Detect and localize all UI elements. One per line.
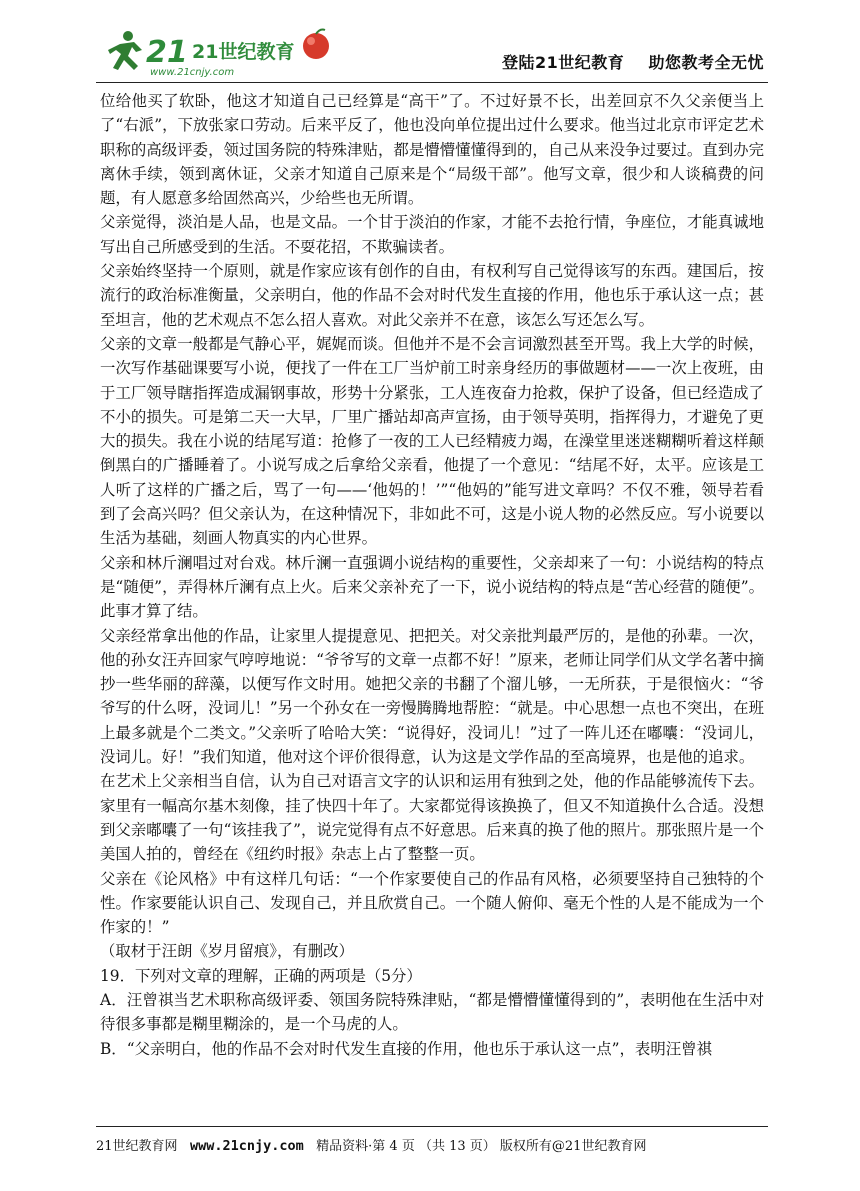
- paragraph: 父亲在《论风格》中有这样几句话：“一个作家要使自己的作品有风格，必须要坚持自己独特的个性。作家要能认识自己、发现自己，并且欣赏自己。一个随人俯仰、毫无个性的人是不能成为一个作家的！”: [100, 869, 764, 937]
- page-footer: [96, 1126, 768, 1154]
- paragraph: 位给他买了软卧，他这才知道自己已经算是“高干”了。不过好景不长，出差回京不久父亲便当上了“右派”，下放张家口劳动。后来平反了，他也没向单位提出过什么要求。他当过北京市评定艺术职称的高级评委，领过国务院的特殊津贴，都是懵懵懂懂得到的，自己从来没争过要过。直到办完离休手续，领到离休证，父亲才知道自己原来是个“局级干部”。他写文章，很少和人谈稿费的问题，有人愿意多给固然高兴，少给些也无所谓。: [100, 92, 764, 208]
- paragraph: 父亲和林斤澜唱过对台戏。林斤澜一直强调小说结构的重要性，父亲却来了一句：小说结构的特点是“随便”，弄得林斤澜有点上火。后来父亲补充了一下，说小说结构的特点是“苦心经营的随便”。此事才算了结。: [100, 553, 764, 621]
- footer-brand: 21世纪教育网: [96, 1139, 178, 1154]
- logo-number: 21: [146, 35, 188, 70]
- logo-title: 21世纪教育: [192, 41, 295, 63]
- paragraph: 父亲经常拿出他的作品，让家里人提提意见、把把关。对父亲批判最严厉的，是他的孙辈。一次，他的孙女汪卉回家气哼哼地说：“爷爷写的文章一点都不好！”原来，老师让同学们从文学名著中摘抄一些华丽的辞藻，以便写作文时用。她把父亲的书翻了个溜儿够，一无所获，于是很恼火：“爷爷写的什么呀，没词儿！”另一个孙女在一旁慢腾腾地帮腔：“就是。中心思想一点也不突出，在班上最多就是个二类文。”父亲听了哈哈大笑：“说得好，没词儿！”过了一阵儿还在嘟囔：“没词儿，没词儿。好！”我们知道，他对这个评价很得意，认为这是文学作品的至高境界，也是他的追求。: [100, 626, 764, 767]
- option-a: A．汪曾祺当艺术职称高级评委、领国务院特殊津贴，“都是懵懵懂懂得到的”，表明他在生活中对待很多事都是糊里糊涂的，是一个马虎的人。: [100, 990, 764, 1034]
- source-note: （取材于汪朗《岁月留痕》，有删改）: [100, 942, 354, 961]
- site-logo: [106, 26, 366, 78]
- page-header: [96, 24, 768, 83]
- running-figure-icon: [108, 31, 142, 70]
- footer-page-info: 精品资料·第 4 页 （共 13 页） 版权所有@21世纪教育网: [316, 1139, 647, 1154]
- option-b: B．“父亲明白，他的作品不会对时代发生直接的作用，他也乐于承认这一点”，表明汪曾祺: [100, 1039, 712, 1058]
- article-body: [100, 89, 764, 1061]
- paragraph: 父亲始终坚持一个原则，就是作家应该有创作的自由，有权利写自己觉得该写的东西。建国后，按流行的政治标准衡量，父亲明白，他的作品不会对时代发生直接的作用，他也乐于承认这一点；甚至坦言，他的艺术观点不怎么招人喜欢。对此父亲并不在意，该怎么写还怎么写。: [100, 262, 764, 329]
- paragraph: 父亲觉得，淡泊是人品，也是文品。一个甘于淡泊的作家，才能不去抢行情，争座位，才能真诚地写出自己所感受到的生活。不耍花招，不欺骗读者。: [100, 213, 764, 256]
- footer-site-link[interactable]: www.21cnjy.com: [189, 1138, 304, 1154]
- question-19: 19．下列对文章的理解，正确的两项是（5分）: [100, 966, 422, 985]
- header-slogan: 登陆21世纪教育 助您教考全无忧: [501, 53, 764, 72]
- logo-url: www.21cnjy.com: [150, 67, 235, 78]
- apple-icon: [303, 30, 329, 60]
- paragraph: 父亲的文章一般都是气静心平，娓娓而谈。但他并不是不会言词激烈甚至开骂。我上大学的时候，一次写作基础课要写小说，便找了一件在工厂当炉前工时亲身经历的事做题材——一次上夜班，由于工厂领导瞎指挥造成漏钢事故，形势十分紧张，工人连夜奋力抢救，保护了设备，但已经造成了不小的损失。可是第二天一大早，厂里广播站却高声宣扬，由于领导英明，指挥得力，才避免了更大的损失。我在小说的结尾写道：抢修了一夜的工人已经精疲力竭，在澡堂里迷迷糊糊听着这样颠倒黑白的广播睡着了。小说写成之后拿给父亲看，他提了一个意见：“结尾不好，太平。应该是工人听了这样的广播之后，骂了一句——‘他妈的！’”“他妈的”能写进文章吗？不仅不雅，领导若看到了会高兴吗？但父亲认为，在这种情况下，非如此不可，这是小说人物的必然反应。写小说要以生活为基础，刻画人物真实的内心世界。: [100, 334, 764, 548]
- paragraph: 在艺术上父亲相当自信，认为自己对语言文字的认识和运用有独到之处，他的作品能够流传下去。家里有一幅高尔基木刻像，挂了快四十年了。大家都觉得该换换了，但又不知道换什么合适。没想到父亲嘟囔了一句“该挂我了”，说完觉得有点不好意思。后来真的换了他的照片。那张照片是一个美国人拍的，曾经在《纽约时报》杂志上占了整整一页。: [100, 772, 764, 864]
